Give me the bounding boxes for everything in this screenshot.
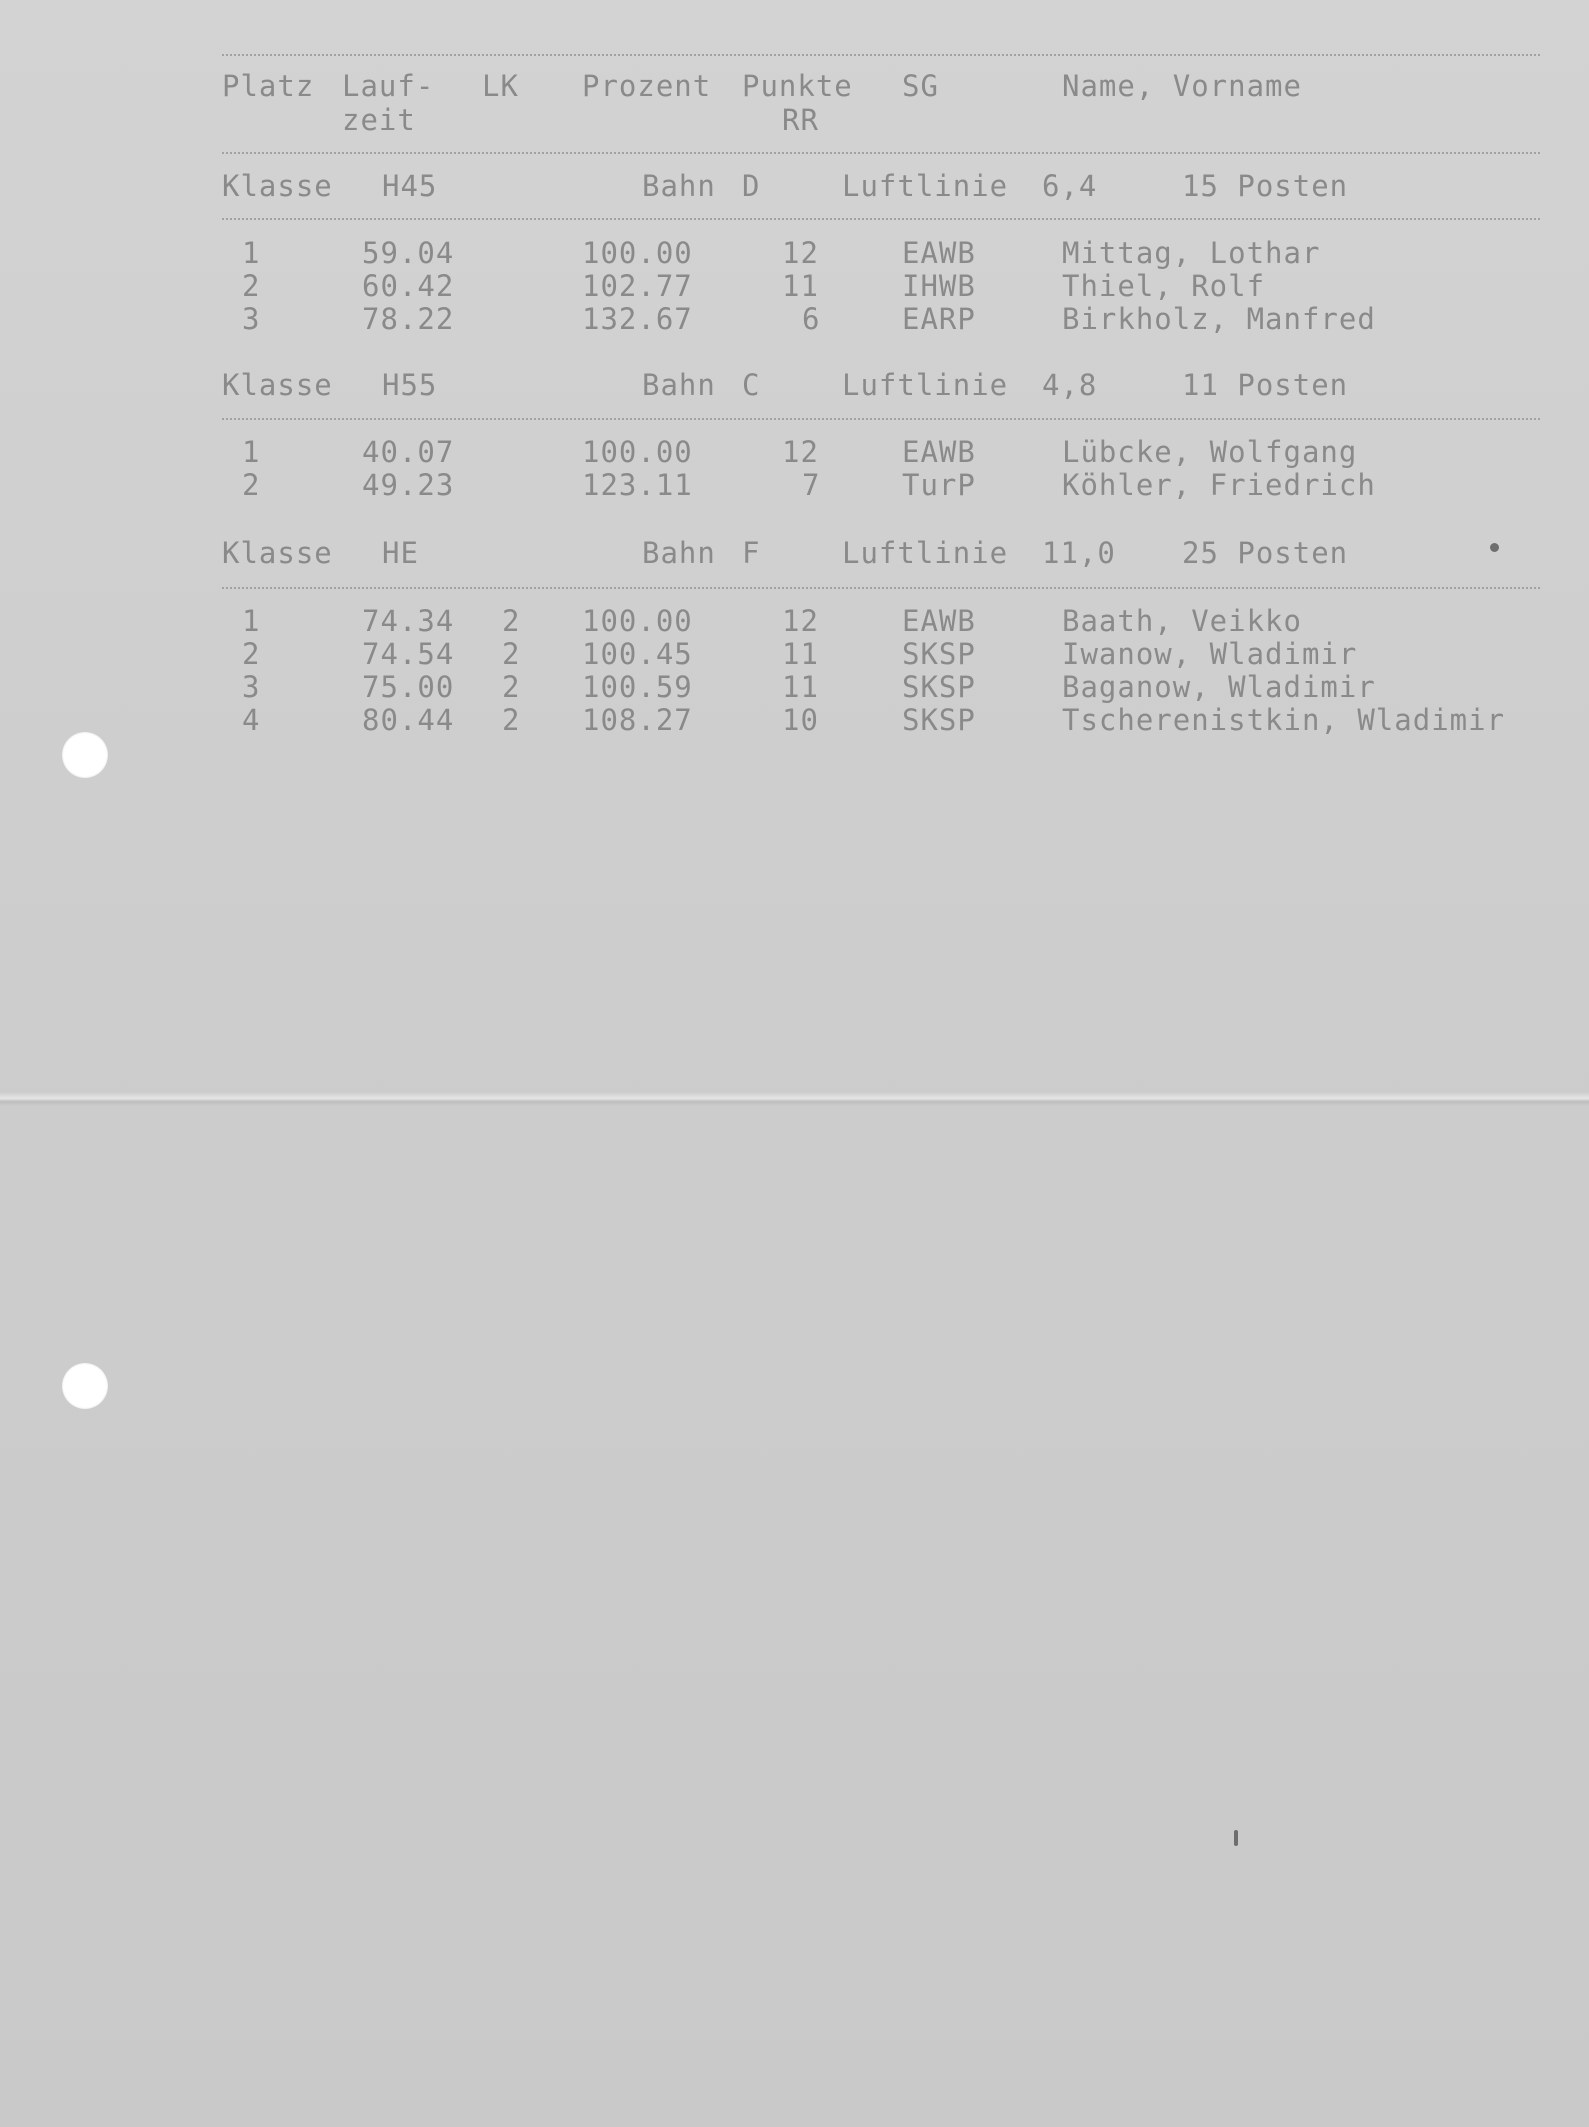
cell-punkte: 6	[802, 302, 821, 336]
cell-sg: EAWB	[902, 435, 976, 469]
rule-header-bottom	[222, 152, 1540, 154]
cell-name: Köhler, Friedrich	[1062, 468, 1376, 502]
cell-platz: 1	[242, 236, 261, 270]
cell-name: Lübcke, Wolfgang	[1062, 435, 1358, 469]
cell-lk: 2	[502, 703, 521, 737]
posten-count: 25 Posten	[1182, 536, 1349, 570]
header-prozent: Prozent	[582, 69, 712, 103]
cell-sg: SKSP	[902, 703, 976, 737]
cell-laufzeit: 75.00	[362, 670, 455, 704]
luftlinie-label: Luftlinie	[842, 169, 1009, 203]
header-punkte: Punkte	[742, 69, 853, 103]
cell-sg: SKSP	[902, 670, 976, 704]
rule-section	[222, 587, 1540, 589]
punch-hole	[62, 732, 108, 778]
bahn-label: Bahn	[642, 368, 716, 402]
ink-mark	[1234, 1830, 1238, 1846]
cell-prozent: 108.27	[582, 703, 693, 737]
klasse-value: HE	[382, 536, 419, 570]
cell-platz: 2	[242, 468, 261, 502]
bahn-label: Bahn	[642, 536, 716, 570]
header-name: Name, Vorname	[1062, 69, 1302, 103]
cell-laufzeit: 74.34	[362, 604, 455, 638]
cell-sg: IHWB	[902, 269, 976, 303]
cell-name: Thiel, Rolf	[1062, 269, 1266, 303]
posten-count: 15 Posten	[1182, 169, 1349, 203]
cell-sg: TurP	[902, 468, 976, 502]
bahn-value: F	[742, 536, 761, 570]
cell-platz: 3	[242, 670, 261, 704]
bahn-value: D	[742, 169, 761, 203]
klasse-value: H45	[382, 169, 438, 203]
header-sg: SG	[902, 69, 939, 103]
cell-punkte: 10	[782, 703, 819, 737]
cell-prozent: 123.11	[582, 468, 693, 502]
cell-laufzeit: 78.22	[362, 302, 455, 336]
cell-name: Mittag, Lothar	[1062, 236, 1321, 270]
luftlinie-label: Luftlinie	[842, 536, 1009, 570]
cell-sg: EAWB	[902, 604, 976, 638]
cell-name: Birkholz, Manfred	[1062, 302, 1376, 336]
klasse-label: Klasse	[222, 169, 333, 203]
cell-sg: EAWB	[902, 236, 976, 270]
posten-count: 11 Posten	[1182, 368, 1349, 402]
cell-prozent: 132.67	[582, 302, 693, 336]
bahn-value: C	[742, 368, 761, 402]
cell-name: Iwanow, Wladimir	[1062, 637, 1358, 671]
cell-platz: 2	[242, 637, 261, 671]
punch-hole	[62, 1363, 108, 1409]
rule-section	[222, 418, 1540, 420]
cell-lk: 2	[502, 637, 521, 671]
cell-sg: SKSP	[902, 637, 976, 671]
cell-platz: 3	[242, 302, 261, 336]
cell-prozent: 100.45	[582, 637, 693, 671]
cell-punkte: 11	[782, 269, 819, 303]
cell-platz: 1	[242, 435, 261, 469]
cell-laufzeit: 49.23	[362, 468, 455, 502]
cell-laufzeit: 59.04	[362, 236, 455, 270]
cell-name: Baath, Veikko	[1062, 604, 1302, 638]
cell-punkte: 12	[782, 435, 819, 469]
cell-platz: 4	[242, 703, 261, 737]
cell-lk: 2	[502, 604, 521, 638]
cell-laufzeit: 74.54	[362, 637, 455, 671]
cell-punkte: 12	[782, 236, 819, 270]
luftlinie-value: 11,0	[1042, 536, 1116, 570]
rule-section	[222, 218, 1540, 220]
cell-platz: 2	[242, 269, 261, 303]
cell-punkte: 12	[782, 604, 819, 638]
cell-punkte: 11	[782, 670, 819, 704]
luftlinie-value: 6,4	[1042, 169, 1098, 203]
cell-platz: 1	[242, 604, 261, 638]
cell-sg: EARP	[902, 302, 976, 336]
cell-prozent: 102.77	[582, 269, 693, 303]
cell-prozent: 100.59	[582, 670, 693, 704]
ink-spot	[1490, 543, 1499, 552]
klasse-label: Klasse	[222, 368, 333, 402]
cell-laufzeit: 60.42	[362, 269, 455, 303]
paper-fold-line	[0, 1092, 1589, 1106]
luftlinie-value: 4,8	[1042, 368, 1098, 402]
header-lauf: Lauf-	[342, 69, 435, 103]
cell-punkte: 11	[782, 637, 819, 671]
cell-prozent: 100.00	[582, 435, 693, 469]
cell-name: Tscherenistkin, Wladimir	[1062, 703, 1506, 737]
cell-laufzeit: 80.44	[362, 703, 455, 737]
header-lk: LK	[482, 69, 519, 103]
luftlinie-label: Luftlinie	[842, 368, 1009, 402]
header-platz: Platz	[222, 69, 315, 103]
klasse-value: H55	[382, 368, 438, 402]
cell-laufzeit: 40.07	[362, 435, 455, 469]
klasse-label: Klasse	[222, 536, 333, 570]
header-rr: RR	[782, 103, 819, 137]
cell-lk: 2	[502, 670, 521, 704]
rule-top	[222, 54, 1540, 56]
bahn-label: Bahn	[642, 169, 716, 203]
cell-prozent: 100.00	[582, 604, 693, 638]
header-zeit: zeit	[342, 103, 416, 137]
cell-name: Baganow, Wladimir	[1062, 670, 1376, 704]
cell-prozent: 100.00	[582, 236, 693, 270]
cell-punkte: 7	[802, 468, 821, 502]
